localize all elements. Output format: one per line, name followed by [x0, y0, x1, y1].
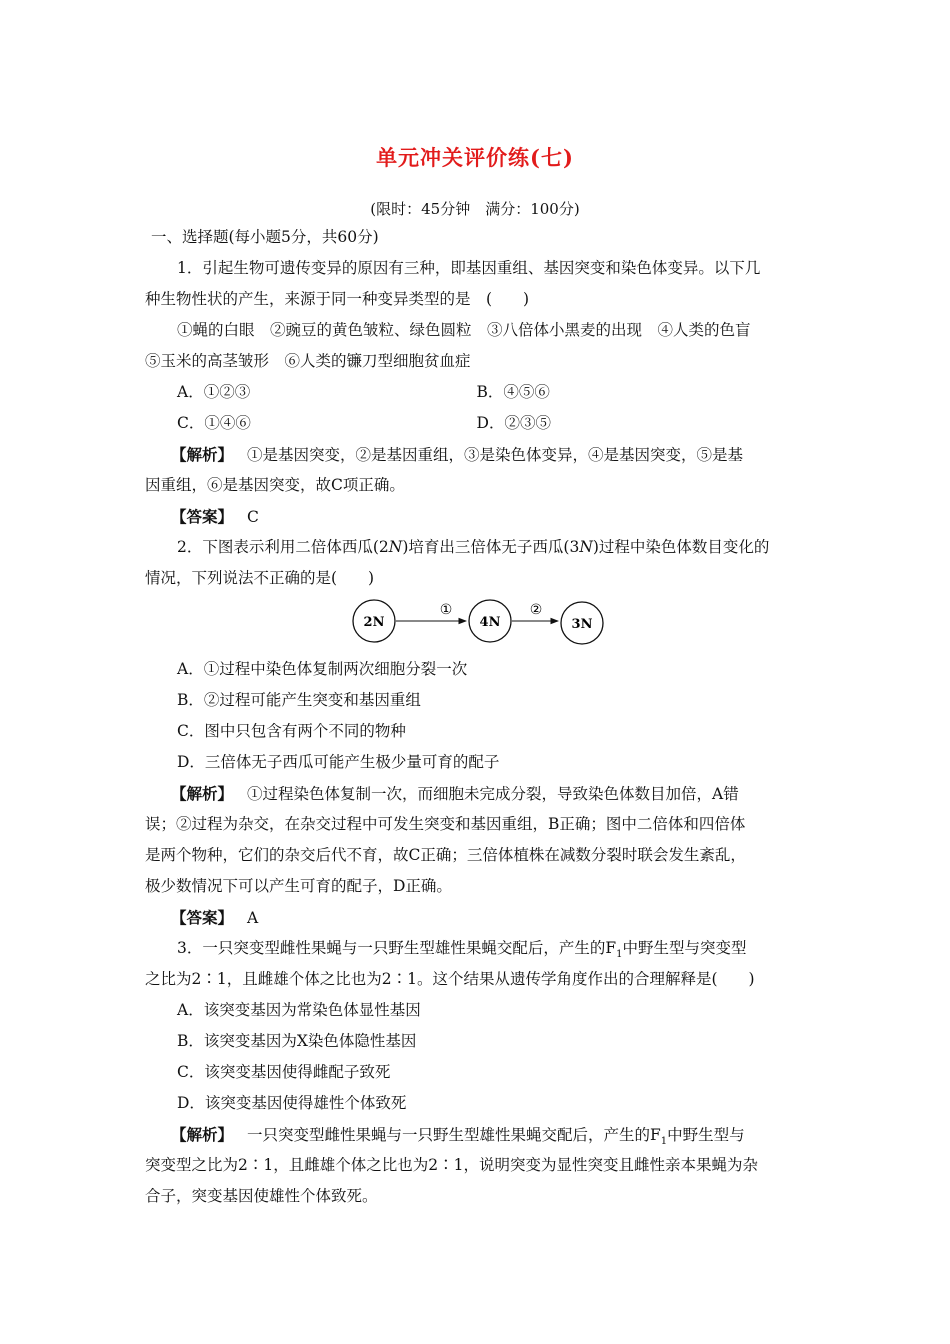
section-heading: 一、选择题(每小题5分，共60分) — [151, 228, 379, 246]
q2-stem-part-e: )过程中染色体数目变化的 — [592, 538, 770, 556]
q2-stem-part-d: N — [579, 538, 593, 556]
document-body — [145, 222, 807, 1212]
q2-answer-value: A — [247, 909, 259, 927]
time-score-limit: (限时：45分钟 满分：100分) — [370, 200, 580, 218]
q2-option-a: A．①过程中染色体复制两次细胞分裂一次 — [177, 660, 468, 678]
q1-option-d: D．②③⑤ — [476, 414, 551, 432]
q1-analysis-label: 【解析】 — [171, 445, 234, 464]
q1-options-row2 — [145, 408, 807, 439]
q3-option-c: C．该突变基因使得雌配子致死 — [177, 1063, 391, 1081]
q3-stem-line1 — [145, 933, 807, 964]
q3-option-b: B．该突变基因为X染色体隐性基因 — [177, 1032, 417, 1050]
q3-stem-part-b: 中野生型与突变型 — [622, 939, 747, 957]
q3-stem-subscript: 1 — [616, 949, 623, 961]
q2-stem-line2: 情况，下列说法不正确的是( ) — [145, 569, 375, 587]
chromosome-flow-diagram — [145, 596, 807, 646]
q3-analysis-line3: 合子，突变基因使雄性个体致死。 — [145, 1187, 378, 1205]
q2-option-b: B．②过程可能产生突变和基因重组 — [177, 691, 421, 709]
q1-stem-line1: 1．引起生物可遗传变异的原因有三种，即基因重组、基因突变和染色体变异。以下几 — [177, 259, 761, 277]
q2-analysis-line3: 是两个物种，它们的杂交后代不育，故C正确；三倍体植株在减数分裂时联会发生紊乱， — [145, 846, 746, 864]
q2-analysis-line4: 极少数情况下可以产生可育的配子，D正确。 — [145, 877, 452, 895]
q3-analysis-part-a: 一只突变型雌性果蝇与一只野生型雄性果蝇交配后，产生的F — [247, 1126, 661, 1144]
q2-answer-label: 【答案】 — [171, 908, 234, 927]
q1-answer-value: C — [247, 508, 259, 526]
q2-answer-line — [145, 902, 807, 933]
node-4n-label: 4N — [479, 615, 501, 630]
q2-analysis-line1 — [145, 778, 807, 809]
q2-stem-part-b: N — [388, 538, 403, 556]
q3-stem-line2: 之比为2∶1，且雌雄个体之比也为2∶1。这个结果从遗传学角度作出的合理解释是( ) — [145, 970, 755, 988]
q2-stem-part-c: )培育出三倍体无子西瓜(3 — [402, 538, 580, 556]
page-title: 单元冲关评价练(七) — [376, 145, 574, 170]
q1-analysis-text1: ①是基因突变，②是基因重组，③是染色体变异，④是基因突变，⑤是基 — [247, 446, 744, 464]
q1-stem-line2: 种生物性状的产生，来源于同一种变异类型的是 ( ) — [145, 290, 530, 308]
q1-answer-label: 【答案】 — [171, 507, 234, 526]
q3-analysis-label: 【解析】 — [171, 1125, 234, 1144]
q1-option-b: B．④⑤⑥ — [476, 383, 550, 401]
q3-analysis-line2: 突变型之比为2∶1，且雌雄个体之比也为2∶1，说明突变为显性突变且雌性亲本果蝇为杂 — [145, 1156, 758, 1174]
step-1-label: ① — [439, 602, 453, 618]
q3-option-d: D．该突变基因使得雄性个体致死 — [177, 1094, 407, 1112]
q2-stem-part-a: 2．下图表示利用二倍体西瓜(2 — [177, 538, 389, 556]
q1-analysis-line2: 因重组，⑥是基因突变，故C项正确。 — [145, 476, 405, 494]
q3-analysis-line1 — [145, 1119, 807, 1150]
q2-analysis-line2: 误；②过程为杂交，在杂交过程中可发生突变和基因重组，B正确；图中二倍体和四倍体 — [145, 815, 746, 833]
step-2-label: ② — [529, 602, 543, 618]
q2-analysis-label: 【解析】 — [171, 784, 234, 803]
q1-answer-line — [145, 501, 807, 532]
node-3n-label: 3N — [571, 617, 593, 632]
q2-stem-line1 — [145, 532, 807, 563]
q2-option-c: C．图中只包含有两个不同的物种 — [177, 722, 406, 740]
flow-diagram-svg — [350, 596, 610, 646]
q1-analysis-line1 — [145, 439, 807, 470]
q3-analysis-subscript: 1 — [660, 1136, 668, 1148]
q3-analysis-part-b: 中野生型与 — [667, 1126, 745, 1144]
q2-option-d: D．三倍体无子西瓜可能产生极少量可育的配子 — [177, 753, 500, 771]
node-2n-label: 2N — [363, 615, 385, 630]
q1-items-line1: ①蝇的白眼 ②豌豆的黄色皱粒、绿色圆粒 ③八倍体小黑麦的出现 ④人类的色盲 — [177, 321, 751, 339]
q2-analysis-text1: ①过程染色体复制一次，而细胞未完成分裂，导致染色体数目加倍，A错 — [247, 785, 739, 803]
q1-option-a: A．①②③ — [177, 383, 251, 401]
q1-options-row1 — [145, 377, 807, 408]
q3-option-a: A．该突变基因为常染色体显性基因 — [177, 1001, 421, 1019]
q3-stem-part-a: 3．一只突变型雌性果蝇与一只野生型雄性果蝇交配后，产生的F — [177, 939, 617, 957]
q1-option-c: C．①④⑥ — [177, 414, 251, 432]
q1-items-line2: ⑤玉米的高茎皱形 ⑥人类的镰刀型细胞贫血症 — [145, 352, 471, 370]
